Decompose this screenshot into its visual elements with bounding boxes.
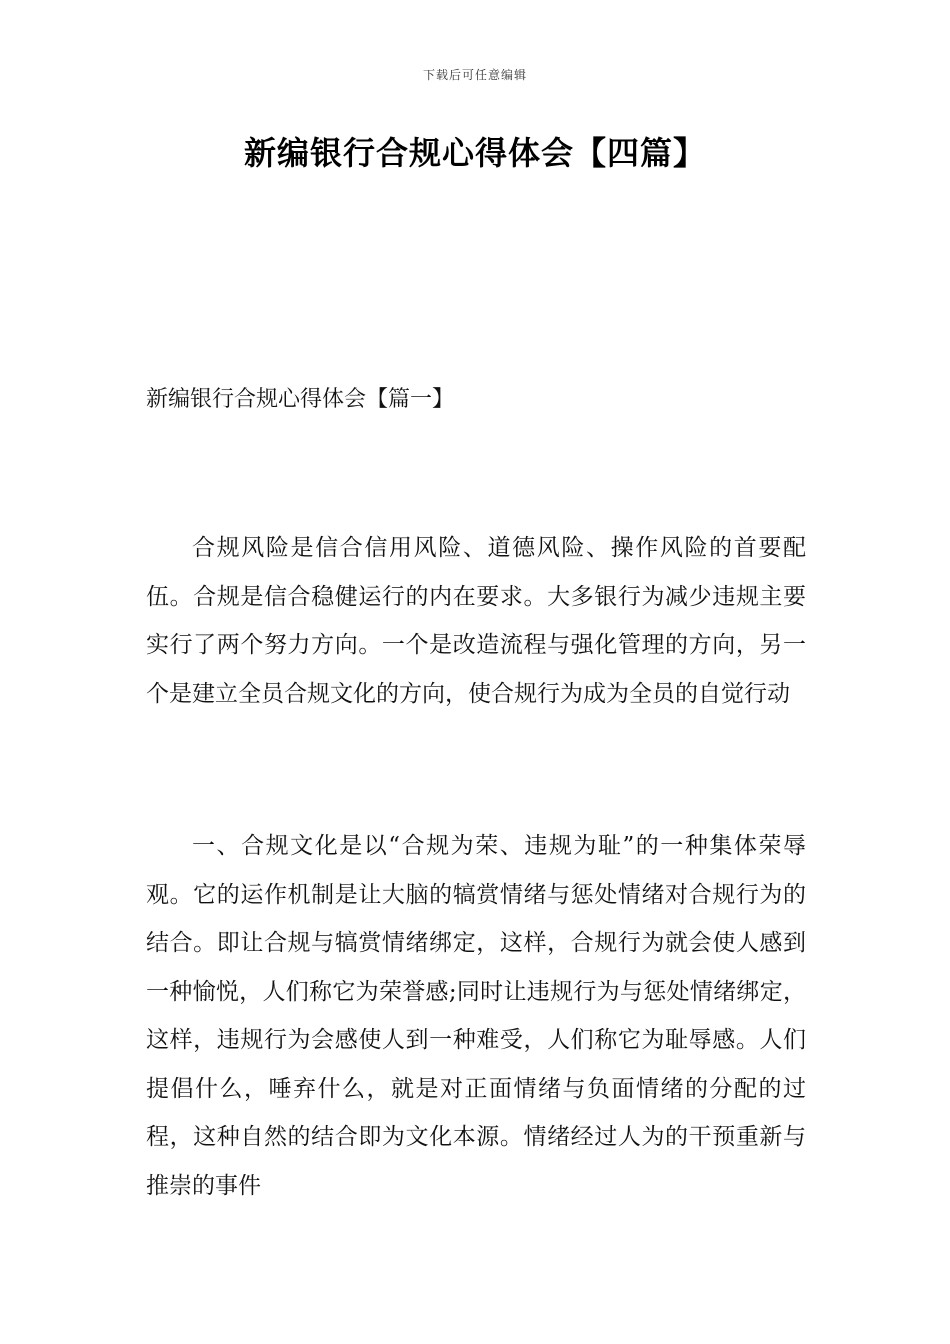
header-note: 下载后可任意编辑	[422, 68, 527, 82]
body-paragraph-2: 一、合规文化是以“合规为荣、违规为耻”的一种集体荣辱观。它的运作机制是让大脑的犒赏情绪与惩处情绪对合规行为的结合。即让合规与犒赏情绪绑定，这样，合规行为就会使人感到一种愉悦，人们称它为荣誉感;同时让违规行为与惩处情绪绑定，这样，违规行为会感使人到一种难受，人们称它为耻辱感。人们提倡什么，唾弃什么，就是对正面情绪与负面情绪的分配的过程，这种自然的结合即为文化本源。情绪经过人为的干预重新与推崇的事件	[146, 833, 806, 1199]
section-title: 新编银行合规心得体会【篇一】	[146, 387, 455, 412]
body-paragraph-1: 合规风险是信合信用风险、道德风险、操作风险的首要配伍。合规是信合稳健运行的内在要求。大多银行为减少违规主要实行了两个努力方向。一个是改造流程与强化管理的方向，另一个是建立全员合规文化的方向，使合规行为成为全员的自觉行动	[146, 535, 806, 707]
document-title: 新编银行合规心得体会【四篇】	[243, 134, 706, 172]
